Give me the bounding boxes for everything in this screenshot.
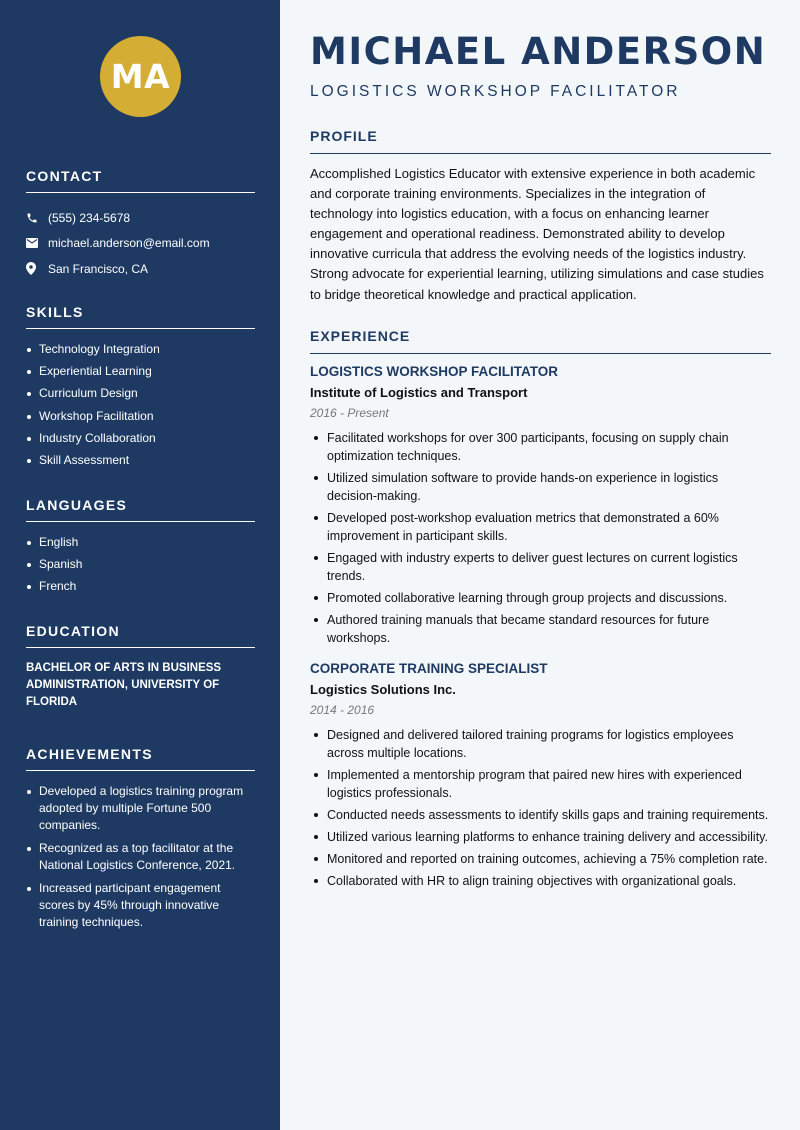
job-company: Institute of Logistics and Transport xyxy=(310,385,528,400)
job-bullet: Promoted collaborative learning through group projects and discussions. xyxy=(310,589,771,607)
education-section xyxy=(26,623,255,711)
skill-item: Workshop Facilitation xyxy=(26,408,255,425)
email-icon xyxy=(26,238,48,248)
skill-item: Curriculum Design xyxy=(26,385,255,402)
job-bullets xyxy=(310,726,771,890)
phone-text: (555) 234-5678 xyxy=(48,210,131,225)
location-text: San Francisco, CA xyxy=(48,261,149,276)
skills-section xyxy=(26,304,255,474)
job-entry xyxy=(310,661,771,890)
job-bullet: Facilitated workshops for over 300 participants, focusing on supply chain optimization techniques. xyxy=(310,429,771,465)
job-bullet: Designed and delivered tailored training programs for logistics employees across multiple locations. xyxy=(310,726,771,762)
experience-title: EXPERIENCE xyxy=(310,328,771,354)
job-bullet: Conducted needs assessments to identify skills gaps and training requirements. xyxy=(310,806,771,824)
contact-section xyxy=(26,168,255,282)
contact-location xyxy=(26,256,255,282)
skill-item: Technology Integration xyxy=(26,341,255,358)
contact-phone xyxy=(26,205,255,231)
contact-email xyxy=(26,231,255,257)
achievement-item: Developed a logistics training program adopted by multiple Fortune 500 companies. xyxy=(26,783,255,834)
job-bullet: Developed post-workshop evaluation metrics that demonstrated a 60% improvement in participant skills. xyxy=(310,509,771,545)
avatar-initials: MA xyxy=(110,57,171,96)
job-bullet: Utilized simulation software to provide hands-on experience in logistics decision-making. xyxy=(310,469,771,505)
experience-section xyxy=(310,328,771,904)
education-degree: BACHELOR OF ARTS IN BUSINESS ADMINISTRATION, UNIVERSITY OF FLORIDA xyxy=(26,662,222,708)
job-company: Logistics Solutions Inc. xyxy=(310,682,456,697)
job-bullet: Utilized various learning platforms to enhance training delivery and accessibility. xyxy=(310,828,771,846)
candidate-role: LOGISTICS WORKSHOP FACILITATOR xyxy=(310,83,681,100)
achievements-list xyxy=(26,783,255,931)
job-title: LOGISTICS WORKSHOP FACILITATOR xyxy=(310,364,559,379)
job-dates: 2016 - Present xyxy=(310,406,389,420)
skill-item: Experiential Learning xyxy=(26,363,255,380)
language-item: French xyxy=(26,578,255,595)
job-bullet: Authored training manuals that became standard resources for future workshops. xyxy=(310,611,771,647)
profile-title: PROFILE xyxy=(310,128,771,154)
job-entry xyxy=(310,364,771,647)
language-item: English xyxy=(26,534,255,551)
achievements-section xyxy=(26,746,255,937)
job-bullet: Implemented a mentorship program that paired new hires with experienced logistics professionals. xyxy=(310,766,771,802)
skill-item: Skill Assessment xyxy=(26,452,255,469)
languages-list xyxy=(26,534,255,595)
phone-icon xyxy=(26,212,48,224)
job-bullet: Collaborated with HR to align training objectives with organizational goals. xyxy=(310,872,771,890)
achievements-title: ACHIEVEMENTS xyxy=(26,746,255,771)
job-bullet: Monitored and reported on training outcomes, achieving a 75% completion rate. xyxy=(310,850,771,868)
education-title: EDUCATION xyxy=(26,623,255,648)
email-text: michael.anderson@email.com xyxy=(48,236,210,251)
achievement-item: Recognized as a top facilitator at the National Logistics Conference, 2021. xyxy=(26,840,255,874)
avatar xyxy=(100,36,181,117)
candidate-name: MICHAEL ANDERSON xyxy=(310,30,767,73)
profile-section xyxy=(310,128,771,305)
job-bullet: Engaged with industry experts to deliver guest lectures on current logistics trends. xyxy=(310,549,771,585)
achievement-item: Increased participant engagement scores by 45% through innovative training techniques. xyxy=(26,880,255,931)
location-pin-icon xyxy=(26,262,48,275)
job-bullets xyxy=(310,429,771,647)
job-dates: 2014 - 2016 xyxy=(310,703,375,717)
profile-text: Accomplished Logistics Educator with extensive experience in both academic and corporate training environments. Specializes in the integration of technology into logistics education, with a focus on enhancing learner engagement and operational readiness. Demonstrated ability to develop innovative curricula that address the evolving needs of the logistics industry. Strong advocate for experiential learning, utilizing simulations and case studies to bridge theoretical knowledge and practical application. xyxy=(310,166,764,302)
languages-section xyxy=(26,497,255,601)
contact-title: CONTACT xyxy=(26,168,255,193)
language-item: Spanish xyxy=(26,556,255,573)
skills-title: SKILLS xyxy=(26,304,255,329)
languages-title: LANGUAGES xyxy=(26,497,255,522)
skill-item: Industry Collaboration xyxy=(26,430,255,447)
skills-list xyxy=(26,341,255,469)
sidebar xyxy=(0,0,280,1130)
job-title: CORPORATE TRAINING SPECIALIST xyxy=(310,661,548,676)
